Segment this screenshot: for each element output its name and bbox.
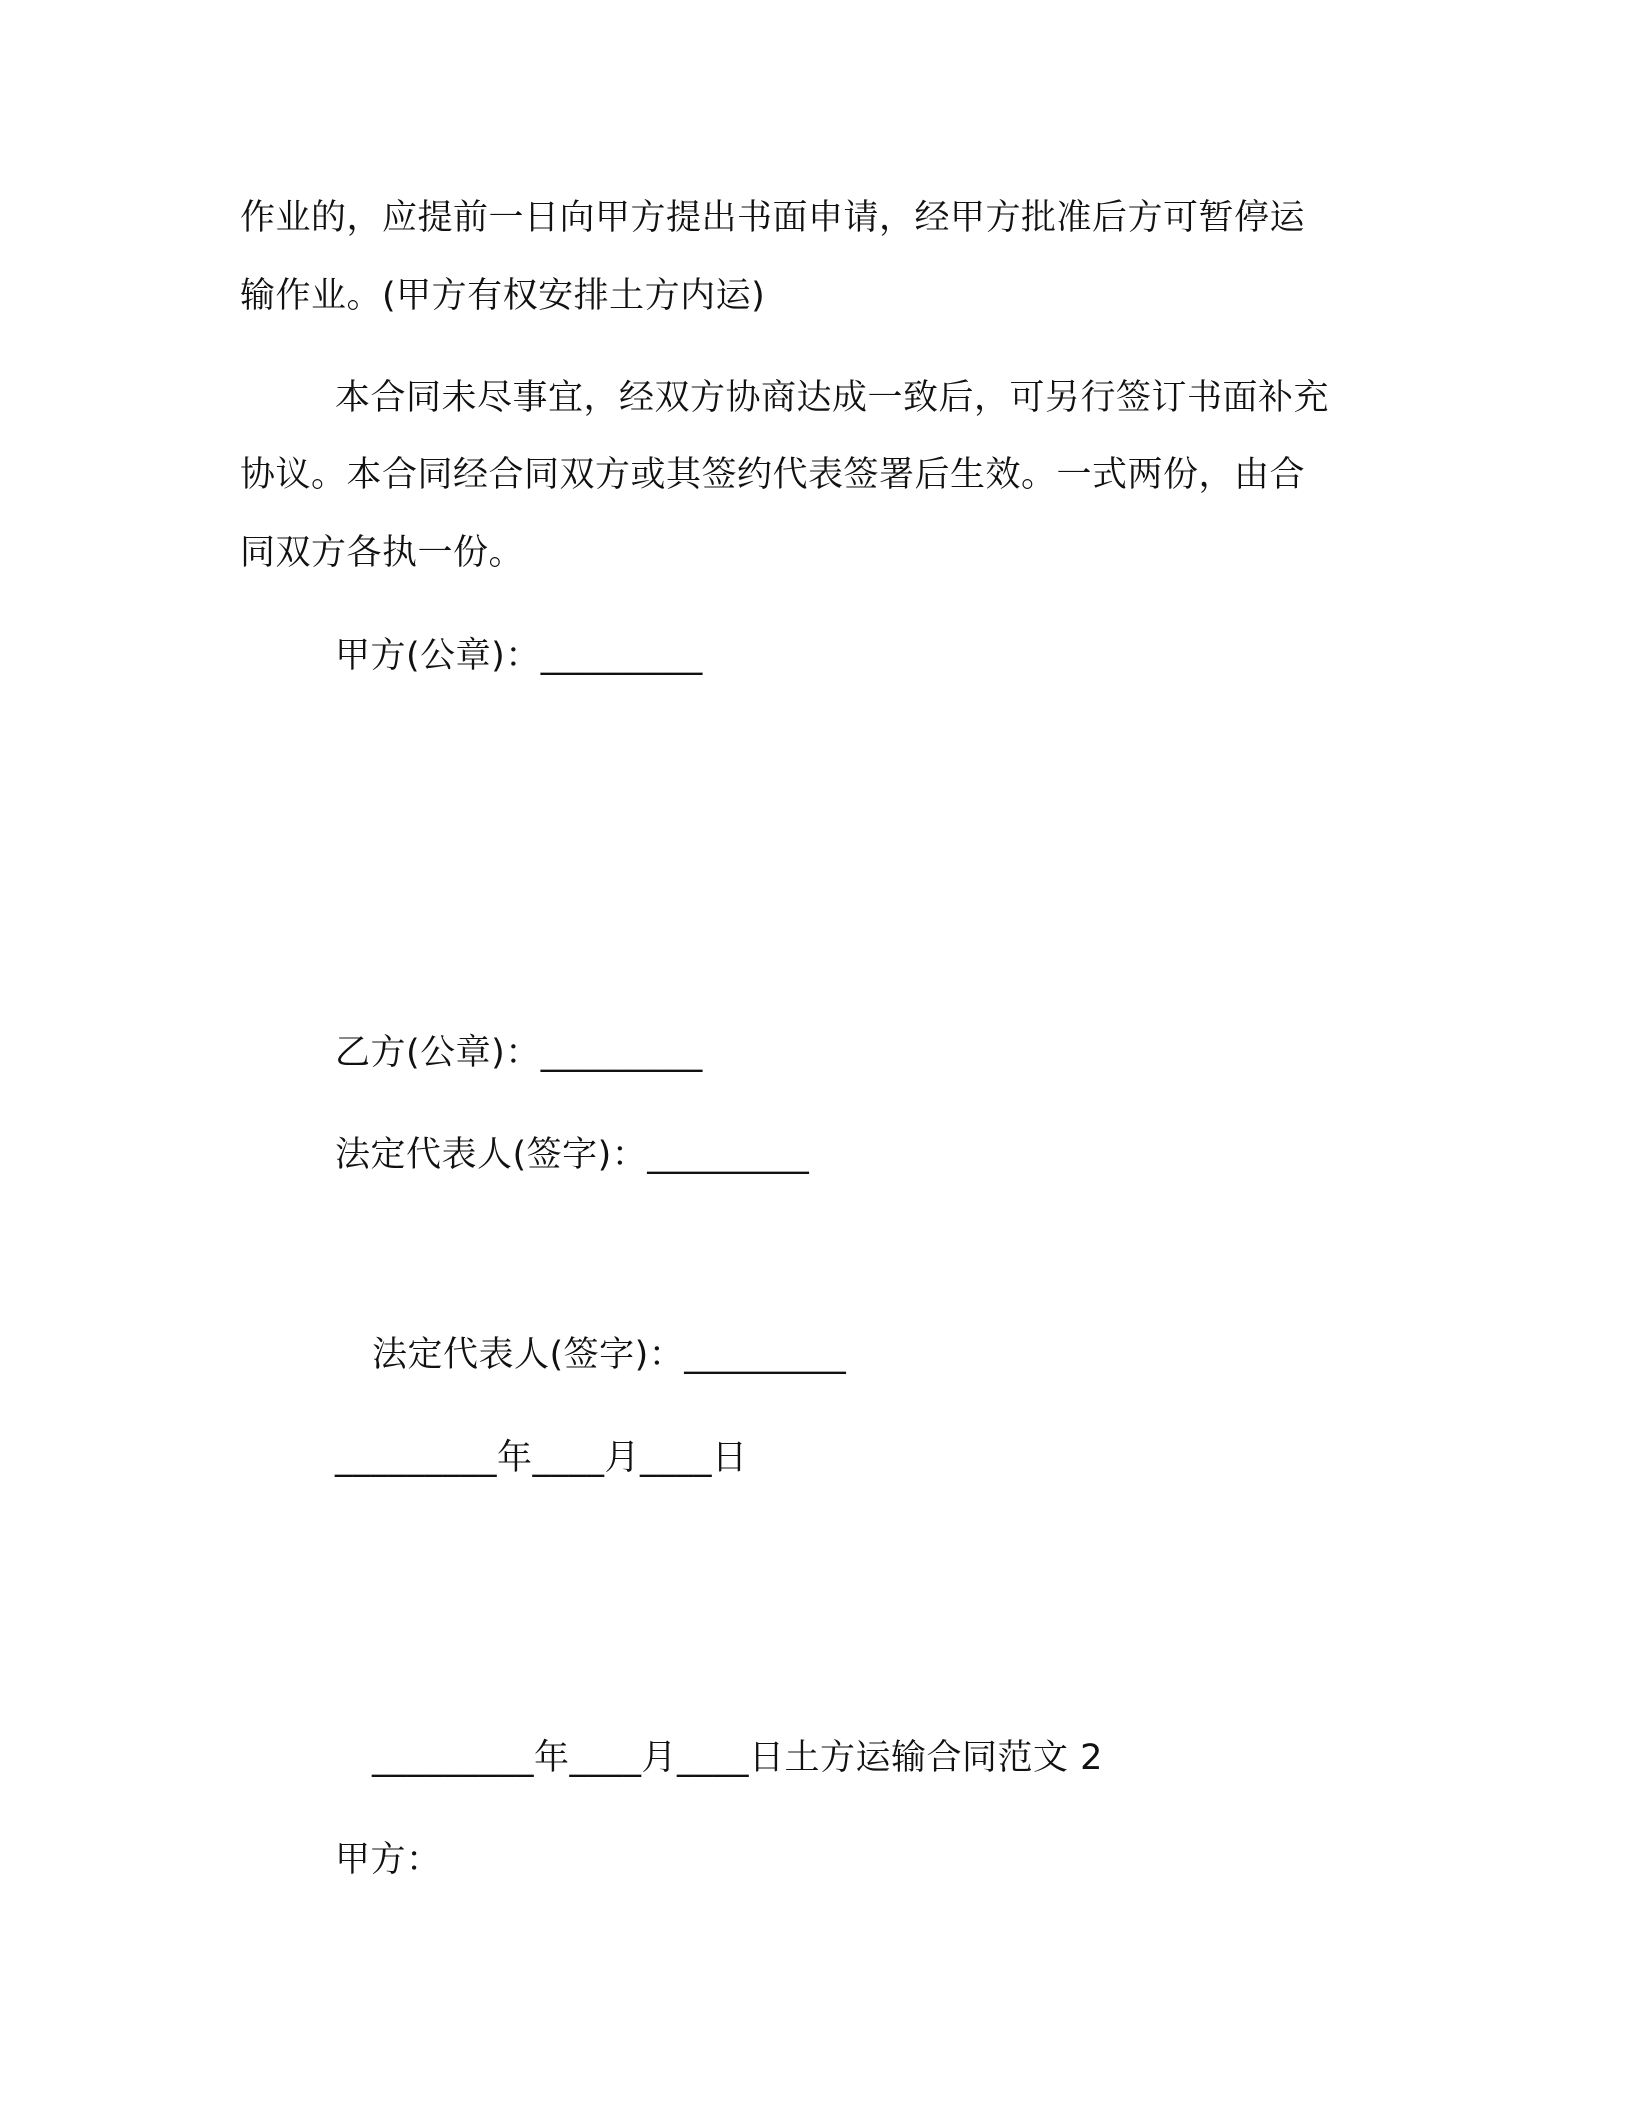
legal-representative-signature-line-2: 法定代表人(签字)：_________ [372, 1335, 847, 1375]
party-b-seal-line: 乙方(公章)：_________ [335, 1033, 703, 1073]
legal-representative-signature-line: 法定代表人(签字)：_________ [335, 1135, 810, 1175]
paragraph-line: 协议。本合同经合同双方或其签约代表签署后生效。一式两份，由合 [240, 455, 1306, 495]
paragraph-line: 本合同未尽事宜，经双方协商达成一致后，可另行签订书面补充 [335, 378, 1330, 418]
date-line: _________年____月____日 [335, 1438, 748, 1478]
paragraph-line: 作业的，应提前一日向甲方提出书面申请，经甲方批准后方可暂停运 [240, 198, 1306, 238]
party-a-seal-line: 甲方(公章)：_________ [335, 636, 703, 676]
sample-title-line: _________年____月____日土方运输合同范文 2 [372, 1738, 1103, 1778]
paragraph-line: 同双方各执一份。 [240, 533, 525, 573]
paragraph-line: 输作业。(甲方有权安排土方内运) [240, 276, 766, 316]
party-a-label: 甲方： [335, 1840, 442, 1880]
